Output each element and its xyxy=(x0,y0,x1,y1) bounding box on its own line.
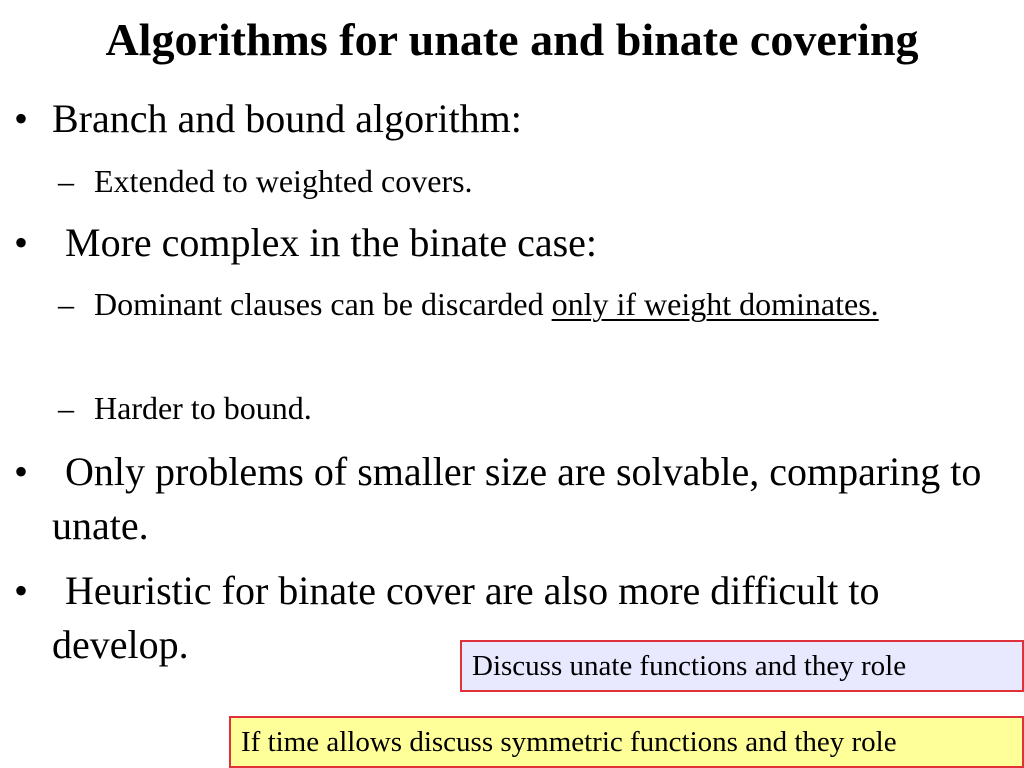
dash-mark: – xyxy=(58,390,74,426)
bullet-branch-and-bound xyxy=(10,92,1010,146)
bullet-mark: • xyxy=(14,96,29,141)
sub-bullet-harder-to-bound xyxy=(58,385,918,431)
sub-bullet-text: Extended to weighted covers. xyxy=(94,163,473,199)
bullet-text: More complex in the binate case: xyxy=(65,220,598,265)
dash-mark: – xyxy=(58,163,74,199)
note-symmetric-functions: If time allows discuss symmetric functions and they role xyxy=(229,716,1024,768)
bullet-binate-case xyxy=(10,216,1010,270)
underlined-emphasis-text: only if weight dominates. xyxy=(551,286,879,322)
bullet-text: Branch and bound algorithm: xyxy=(52,96,522,141)
sub-bullet-dominant-clauses xyxy=(58,281,918,327)
note-unate-functions: Discuss unate functions and they role xyxy=(460,640,1024,692)
slide-title: Algorithms for unate and binate covering xyxy=(105,14,919,65)
sub-bullet-plain-text: Dominant clauses can be discarded xyxy=(94,286,552,322)
bullet-mark: • xyxy=(14,449,29,494)
bullet-mark: • xyxy=(14,568,29,613)
bullet-smaller-size xyxy=(10,445,1010,553)
sub-bullet-weighted-covers xyxy=(58,158,918,204)
bullet-text: Heuristic for binate cover are also more difficult to develop. xyxy=(52,568,880,667)
bullet-text: Only problems of smaller size are solvable, comparing to unate. xyxy=(52,449,982,548)
sub-bullet-text: Harder to bound. xyxy=(94,390,312,426)
dash-mark: – xyxy=(58,286,74,322)
sub-bullet-text xyxy=(94,281,918,327)
bullet-mark: • xyxy=(14,220,29,265)
